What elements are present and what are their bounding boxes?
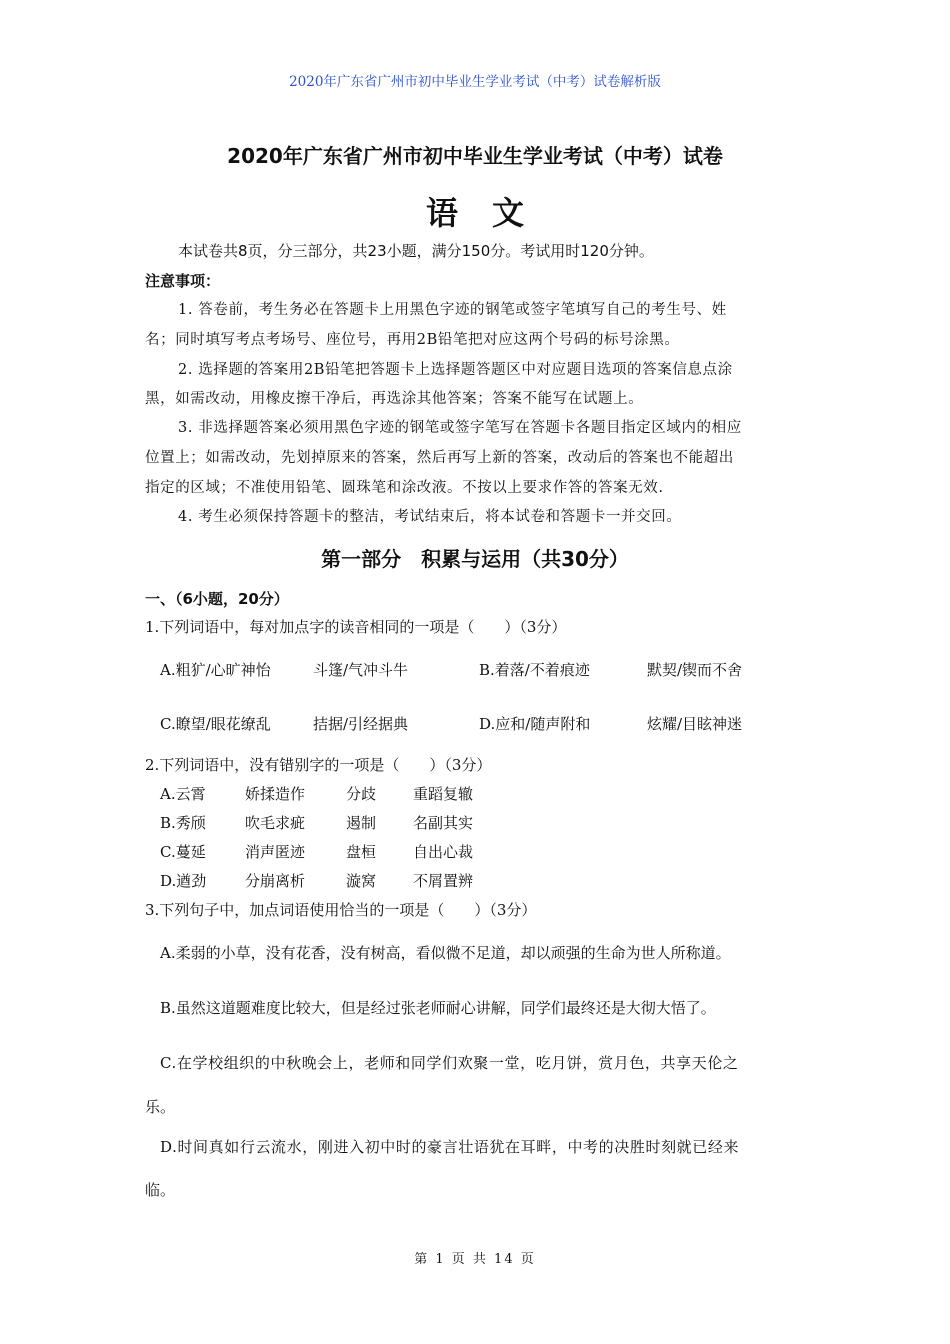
q2-option: 分歧: [346, 785, 377, 803]
rule-line: 黑，如需改动，用橡皮擦干净后，再选涂其他答案；答案不能写在试题上。: [145, 391, 644, 407]
page-footer: 第 1 页 共 14 页: [414, 1252, 536, 1267]
q2-option: C.蔓延: [160, 843, 206, 861]
q2-option: 自出心裁: [413, 843, 474, 861]
q3-option-continued: 乐。: [145, 1098, 176, 1116]
q1-option: D.应和/随声附和: [479, 715, 591, 733]
q2-option: B.秀颀: [160, 814, 206, 832]
rule-line: 1. 答卷前，考生务必在答题卡上用黑色字迹的钢笔或签字笔填写自己的考生号、姓: [178, 302, 727, 318]
exam-intro: 本试卷共8页，分三部分，共23小题，满分150分。考试用时120分钟。: [178, 242, 654, 260]
q2-option: 吹毛求疵: [245, 814, 306, 832]
part-heading: 一、（6小题，20分）: [145, 590, 289, 608]
q2-option: 不屑置辨: [413, 872, 474, 890]
q3-option: B.虽然这道题难度比较大，但是经过张老师耐心讲解，同学们最终还是大彻大悟了。: [160, 999, 716, 1017]
q3-option-continued: 临。: [145, 1181, 176, 1199]
q2-option: A.云霄: [160, 785, 206, 803]
q2-option: 名副其实: [413, 814, 474, 832]
q1-option: 斗篷/气冲斗牛: [313, 661, 409, 679]
q2-option: 娇揉造作: [245, 785, 306, 803]
page-header: 2020年广东省广州市初中毕业生学业考试（中考）试卷解析版: [289, 74, 661, 90]
rule-line: 3. 非选择题答案必须用黑色字迹的钢笔或签字笔写在答题卡各题目指定区域内的相应: [178, 420, 742, 436]
section-heading: 第一部分 积累与运用（共30分）: [321, 547, 629, 571]
subject-title: 语文: [425, 194, 558, 232]
q1-option: 默契/锲而不舍: [647, 661, 743, 679]
q1-option: B.着落/不着痕迹: [479, 661, 590, 679]
q2-option: 消声匿迹: [245, 843, 306, 861]
rule-line: 指定的区域；不准使用铅笔、圆珠笔和涂改液。不按以上要求作答的答案无效.: [145, 480, 664, 496]
q2-option: 盘桓: [346, 843, 377, 861]
q1-option: 炫耀/目眩神迷: [647, 715, 743, 733]
rule-line: 2. 选择题的答案用2B铅笔把答题卡上选择题答题区中对应题目选项的答案信息点涂: [178, 362, 733, 378]
exam-title: 2020年广东省广州市初中毕业生学业考试（中考）试卷: [227, 144, 723, 168]
q2-option: 漩窝: [346, 872, 377, 890]
rule-line: 4. 考生必须保持答题卡的整洁，考试结束后，将本试卷和答题卡一并交回。: [178, 509, 682, 525]
question-1-stem: 1.下列词语中，每对加点字的读音相同的一项是（ ）（3分）: [145, 618, 567, 636]
q1-option: A.粗犷/心旷神怡: [160, 661, 271, 679]
q2-option: D.遒劲: [160, 872, 207, 890]
rule-line: 位置上；如需改动，先划掉原来的答案，然后再写上新的答案，改动后的答案也不能超出: [145, 450, 734, 466]
q3-option: D.时间真如行云流水，刚进入初中时的豪言壮语犹在耳畔，中考的决胜时刻就已经来: [160, 1138, 740, 1156]
question-2-stem: 2.下列词语中，没有错别字的一项是（ ）（3分）: [145, 756, 492, 774]
q3-option: A.柔弱的小草，没有花香，没有树高，看似微不足道，却以顽强的生命为世人所称道。: [160, 944, 731, 962]
q2-option: 分崩离析: [245, 872, 306, 890]
q2-option: 遏制: [346, 814, 377, 832]
q3-option: C.在学校组织的中秋晚会上，老师和同学们欢聚一堂，吃月饼，赏月色，共享天伦之: [160, 1054, 739, 1072]
q1-option: C.瞭望/眼花缭乱: [160, 715, 271, 733]
rule-line: 名；同时填写考点考场号、座位号，再用2B铅笔把对应这两个号码的标号涂黑。: [145, 332, 680, 348]
q1-option: 拮据/引经据典: [313, 715, 409, 733]
notice-heading: 注意事项：: [145, 272, 221, 290]
question-3-stem: 3.下列句子中，加点词语使用恰当的一项是（ ）（3分）: [145, 901, 537, 919]
q2-option: 重蹈复辙: [413, 785, 474, 803]
